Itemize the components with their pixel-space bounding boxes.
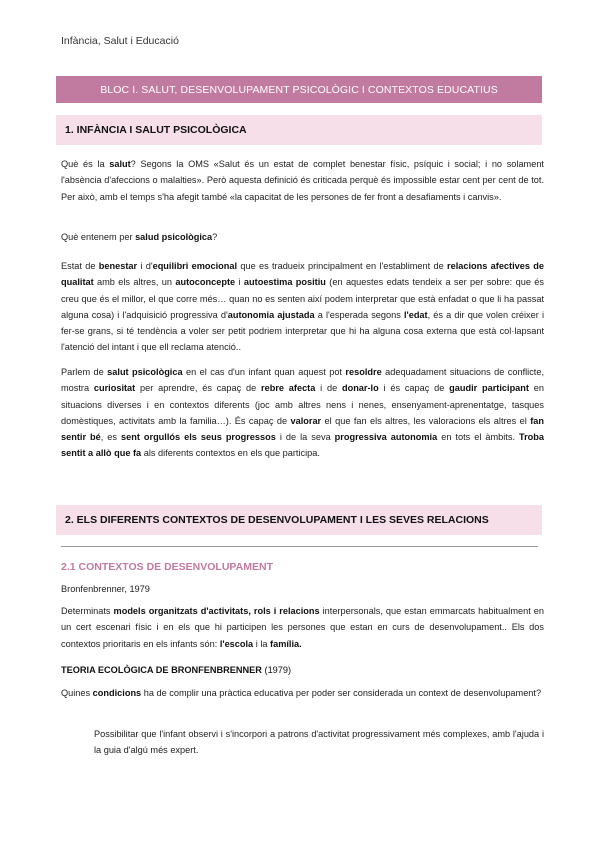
paragraph-possibilitar — [94, 726, 544, 759]
bold-text: salud psicològica — [135, 232, 213, 242]
text-run: Determinats — [61, 606, 114, 616]
text-run: Parlem de — [61, 367, 108, 377]
bold-text: progressiva autonomia — [334, 432, 438, 443]
text-run: en situacions diverses i en contextos diferents (joc amb altres nens i nenes, ensenyament-aprenentatge, tasques domèstiques, activitats amb la familia…). És capaç de — [61, 383, 544, 426]
bold-text: gaudir participant — [449, 383, 529, 394]
subsection-2-1-heading: 2.1 CONTEXTOS DE DESENVOLUPAMENT — [61, 561, 273, 573]
text-run: i la — [253, 638, 271, 649]
text-run: i — [235, 277, 244, 288]
bold-text: donar-lo — [341, 383, 379, 394]
text-run: i és capaç de — [378, 383, 450, 394]
text-run: , es — [100, 432, 121, 443]
text-run: en tots el àmbits. — [437, 432, 519, 443]
section-divider — [61, 546, 538, 547]
text-run: Què és la — [61, 159, 110, 169]
bold-text: família. — [270, 638, 302, 649]
section-1-heading: 1. INFÀNCIA I SALUT PSICOLÒGICA — [56, 115, 542, 145]
text-run: que es tradueix principalment en l'establiment de — [237, 261, 448, 271]
bold-text: resoldre — [345, 367, 382, 377]
text-run: a l'esperada segons — [314, 309, 404, 320]
text-run: Estat de — [61, 261, 99, 271]
theory-title: TEORIA ECOLÒGICA DE BRONFENBRENNER — [61, 665, 262, 675]
text-run: i d' — [137, 261, 153, 271]
text-run: en el cas d'un infant quan aquest pot — [182, 367, 346, 377]
bold-text: models organitzats d'activitats, rols i relacions — [113, 606, 320, 616]
paragraph-models-organitzats — [61, 603, 544, 652]
text-run: interpersonals, que estan emmarcats habitualment en un cert escenari físic i en els que hi participen les persones que estan en curs de desenvolupament.. Els dos contextos prioritaris en els infants són: — [61, 606, 544, 649]
author-citation: Bronfenbrenner, 1979 — [61, 584, 150, 594]
paragraph-salut-definition — [61, 156, 544, 205]
bold-text: curiositat — [93, 383, 136, 394]
text-run: (en aquestes edats tendeix a ser per sobre: que és creu que és el millor, el que corre més… quan no es senten així podem interpretar que està enfadat o que li ha passat alguna cosa) i l'adquisició progressiva d' — [61, 277, 545, 320]
bold-text: equilibri emocional — [152, 261, 238, 271]
text-run: adequadament situacions de conflicte, mostra — [61, 367, 545, 394]
bold-text: salut psicològica — [107, 367, 183, 377]
text-run: Quines — [61, 688, 93, 698]
paragraph-benestar — [61, 258, 544, 356]
bold-text: autoconcepte — [175, 277, 236, 288]
theory-year: (1979) — [261, 665, 292, 675]
bold-text: autonomia ajustada — [227, 309, 315, 320]
text-run: , és a dir que volen créixer i fer-se grans, si té tendència a voler ser petit podriem interpretar que hi ha alguna cosa externa que està col·lapsant l'atenció del intant i que ell reclama atenció.. — [61, 309, 544, 353]
text-run: Què entenem per — [61, 232, 136, 242]
running-header: Infància, Salut i Educació — [61, 35, 179, 47]
text-run: ha de complir una pràctica educativa per poder ser considerada un context de desenvolupament? — [141, 688, 542, 698]
bold-text: l'escola — [219, 638, 254, 649]
paragraph-salut-psicologica-question — [61, 229, 544, 245]
paragraph-parlem-salut — [61, 364, 544, 462]
text-run: ? Segons la OMS «Salut és un estat de complet benestar físic, psíquic i social; i no solament l'absència d'afeccions o malalties». Però aquesta definició és criticada perquè és impossible estar cent per cent de tot. Per això, amb el temps s'ha afegit també «la capacitat de les persones de fer front a desafiaments i canvis». — [61, 159, 544, 202]
bold-text: relacions afectives de qualitat — [61, 261, 545, 288]
text-run: ? — [212, 232, 218, 242]
bold-text: autoestima positiu — [243, 277, 326, 288]
bold-text: l'edat — [403, 309, 428, 320]
theory-heading — [61, 665, 291, 675]
text-run: Possibilitar que l'infant observi i s'incorpori a patrons d'activitat progressivament més complexes, amb l'ajuda i la guia d'algú més expert. — [94, 729, 544, 756]
bold-text: fan sentir bé — [61, 415, 545, 443]
text-run: i de — [315, 383, 342, 394]
paragraph-condicions-question — [61, 685, 544, 701]
text-run: el que fan els altres, les valoracions els altres el — [321, 415, 531, 426]
bold-text: Troba sentit a allò que fa — [61, 432, 545, 459]
text-run: per aprendre, és capaç de — [135, 383, 262, 394]
bold-text: salut — [109, 159, 131, 169]
bold-text: valorar — [290, 415, 322, 426]
text-run: i de la seva — [275, 432, 335, 443]
bold-text: rebre afecta — [261, 383, 316, 394]
bold-text: condicions — [92, 688, 142, 698]
text-run: amb els altres, un — [93, 277, 176, 288]
text-run: als diferents contextos en els que participa. — [141, 448, 320, 459]
bloc-title-banner: BLOC I. SALUT, DESENVOLUPAMENT PSICOLÒGIC I CONTEXTOS EDUCATIUS — [56, 76, 542, 103]
section-2-heading: 2. ELS DIFERENTS CONTEXTOS DE DESENVOLUPAMENT I LES SEVES RELACIONS — [56, 505, 542, 535]
bold-text: benestar — [98, 261, 138, 271]
bold-text: sent orgullós els seus progressos — [121, 432, 276, 443]
